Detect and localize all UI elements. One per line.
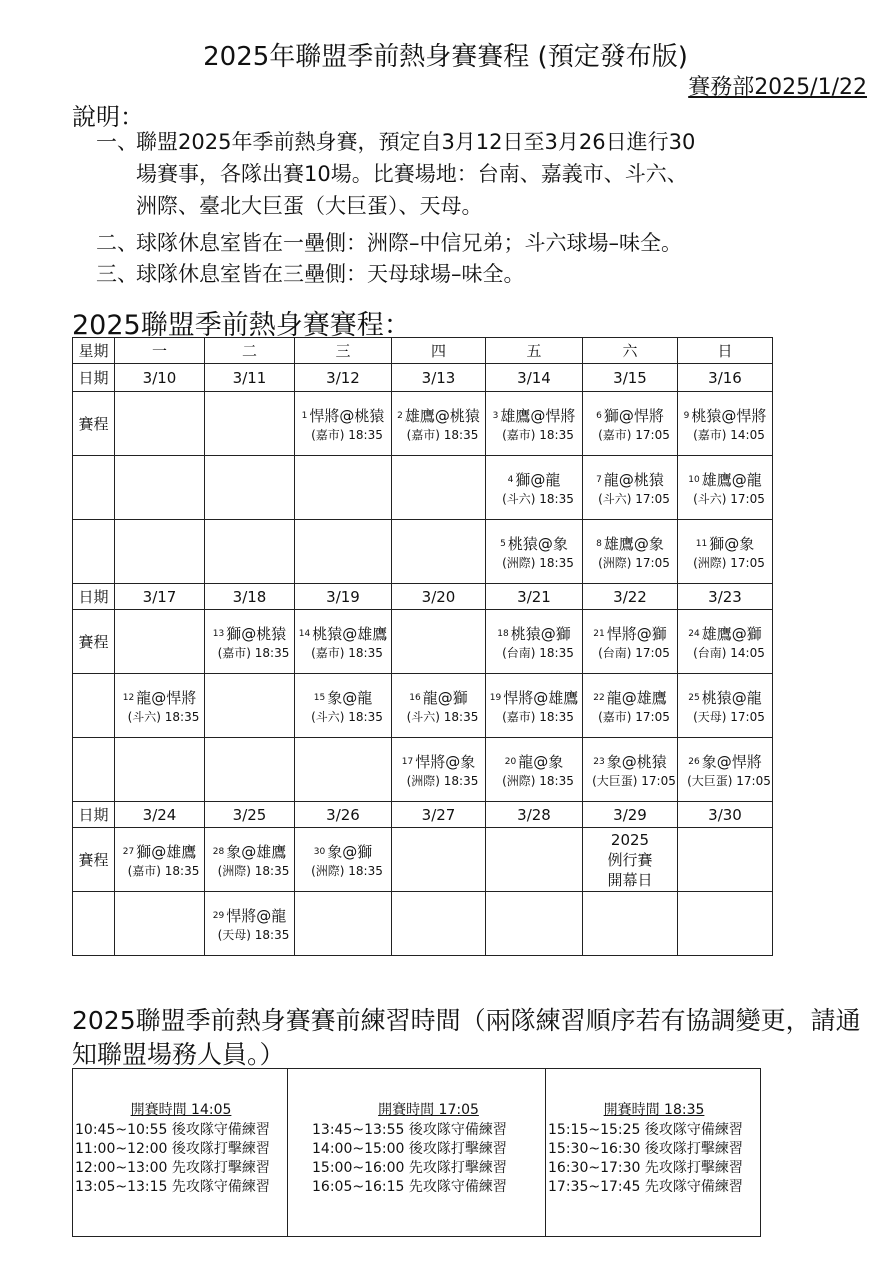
practice-time: 15:30~16:30 <box>548 1141 641 1157</box>
game-cell <box>583 520 678 584</box>
empty-cell <box>205 456 295 520</box>
practice-time: 13:45~13:55 <box>312 1122 405 1138</box>
game-venue-time: (洲際) 18:35 <box>502 773 574 788</box>
game-cell <box>392 738 486 802</box>
game-number: 15 <box>313 693 326 703</box>
date-cell: 3/14 <box>486 364 583 392</box>
date-label: 日期 <box>73 802 115 828</box>
empty-cell <box>115 738 205 802</box>
game-matchup: 悍將@雄鷹 <box>503 688 579 707</box>
games-row <box>73 828 773 892</box>
game-matchup: 龍@悍將 <box>136 688 197 707</box>
games-label-empty <box>73 456 115 520</box>
note-line <box>96 158 866 190</box>
games-row <box>73 892 773 956</box>
practice-line <box>312 1159 545 1178</box>
game-venue-time: (嘉市) 18:35 <box>127 863 200 878</box>
game-number: 30 <box>313 847 326 857</box>
empty-cell <box>583 892 678 956</box>
game-number: 28 <box>212 847 225 857</box>
practice-task: 先攻隊守備練習 <box>408 1179 507 1195</box>
note-marker: 一、 <box>96 130 138 154</box>
game-matchup: 悍將@桃猿 <box>309 406 385 425</box>
game-venue-time: (斗六) 18:35 <box>502 491 574 506</box>
weekday-cell: 五 <box>486 338 583 364</box>
empty-cell <box>205 392 295 456</box>
empty-cell <box>392 520 486 584</box>
practice-time: 16:30~17:30 <box>548 1160 641 1176</box>
games-row <box>73 674 773 738</box>
game-cell <box>392 674 486 738</box>
game-cell <box>486 520 583 584</box>
empty-cell <box>678 828 773 892</box>
date-cell: 3/25 <box>205 802 295 828</box>
game-number: 7 <box>596 475 602 485</box>
weekday-cell: 三 <box>295 338 392 364</box>
game-number: 22 <box>593 693 605 703</box>
empty-cell <box>678 892 773 956</box>
practice-task: 後攻隊打擊練習 <box>171 1141 270 1157</box>
game-number: 14 <box>298 629 311 639</box>
game-matchup: 象@獅 <box>327 842 373 861</box>
practice-task: 後攻隊打擊練習 <box>644 1141 743 1157</box>
weekday-cell: 一 <box>115 338 205 364</box>
game-number: 29 <box>212 911 225 921</box>
practice-heading: 2025聯盟季前熱身賽賽前練習時間（兩隊練習順序若有協調變更，請通知聯盟場務人員。） <box>72 1006 861 1069</box>
game-matchup: 獅@桃猿 <box>226 624 287 643</box>
game-venue-time: (洲際) 18:35 <box>217 863 290 878</box>
game-venue-time: (台南) 18:35 <box>502 645 574 660</box>
game-matchup: 獅@象 <box>709 534 755 553</box>
game-cell <box>486 610 583 674</box>
game-cell <box>486 392 583 456</box>
game-cell <box>295 610 392 674</box>
date-cell: 3/11 <box>205 364 295 392</box>
weekday-cell: 四 <box>392 338 486 364</box>
empty-cell <box>205 520 295 584</box>
game-venue-time: (嘉市) 14:05 <box>693 427 765 442</box>
date-cell: 3/20 <box>392 584 486 610</box>
note-item <box>96 227 866 259</box>
games-row <box>73 456 773 520</box>
game-cell <box>583 738 678 802</box>
game-venue-time: (斗六) 17:05 <box>598 491 670 506</box>
practice-time: 10:45~10:55 <box>75 1122 168 1138</box>
opening-day-line: 2025 <box>610 830 650 849</box>
game-venue-time: (嘉市) 18:35 <box>502 427 574 442</box>
practice-time: 13:05~13:15 <box>75 1179 168 1195</box>
practice-time: 11:00~12:00 <box>75 1141 168 1157</box>
games-label: 賽程 <box>73 828 115 892</box>
game-venue-time: (台南) 17:05 <box>598 645 670 660</box>
department-date: 賽務部2025/1/22 <box>688 75 867 100</box>
practice-task: 後攻隊守備練習 <box>408 1122 507 1138</box>
empty-cell <box>295 456 392 520</box>
game-venue-time: (洲際) 17:05 <box>693 555 765 570</box>
game-venue-time: (洲際) 18:35 <box>502 555 574 570</box>
game-matchup: 獅@龍 <box>515 470 561 489</box>
date-cell: 3/27 <box>392 802 486 828</box>
game-venue-time: (嘉市) 18:35 <box>406 427 479 442</box>
practice-task: 先攻隊打擊練習 <box>408 1160 507 1176</box>
practice-cell <box>546 1069 761 1237</box>
date-cell: 3/18 <box>205 584 295 610</box>
game-matchup: 桃猿@雄鷹 <box>312 624 388 643</box>
weekday-label: 星期 <box>73 338 115 364</box>
empty-cell <box>115 610 205 674</box>
date-cell: 3/16 <box>678 364 773 392</box>
game-matchup: 雄鷹@龍 <box>701 470 762 489</box>
game-number: 8 <box>596 539 602 549</box>
practice-time: 17:35~17:45 <box>548 1179 641 1195</box>
date-row <box>73 364 773 392</box>
game-number: 20 <box>504 757 517 767</box>
game-venue-time: (天母) 17:05 <box>693 709 765 724</box>
practice-task: 後攻隊守備練習 <box>171 1122 270 1138</box>
note-text: 球隊休息室皆在三壘側：天母球場–味全。 <box>136 262 525 286</box>
game-venue-time: (台南) 14:05 <box>693 645 765 660</box>
date-cell: 3/17 <box>115 584 205 610</box>
game-cell <box>295 392 392 456</box>
date-cell: 3/22 <box>583 584 678 610</box>
game-cell <box>583 456 678 520</box>
practice-row <box>73 1069 761 1237</box>
opening-day-cell <box>583 828 678 892</box>
game-matchup: 雄鷹@桃猿 <box>404 406 480 425</box>
practice-cell <box>73 1069 288 1237</box>
practice-task: 後攻隊打擊練習 <box>408 1141 507 1157</box>
game-matchup: 桃猿@象 <box>507 534 568 553</box>
game-number: 11 <box>695 539 708 549</box>
game-number: 21 <box>593 629 605 639</box>
date-cell: 3/21 <box>486 584 583 610</box>
game-cell <box>583 610 678 674</box>
date-cell: 3/19 <box>295 584 392 610</box>
note-line <box>96 258 866 290</box>
game-venue-time: (斗六) 18:35 <box>406 709 479 724</box>
game-matchup: 龍@象 <box>518 752 564 771</box>
game-matchup: 象@桃猿 <box>606 752 667 771</box>
note-text: 球隊休息室皆在一壘側：洲際–中信兄弟；斗六球場–味全。 <box>136 231 682 255</box>
game-venue-time: (天母) 18:35 <box>217 927 290 942</box>
game-cell <box>392 392 486 456</box>
games-row <box>73 520 773 584</box>
opening-day-line: 開幕日 <box>607 870 653 889</box>
note-line <box>96 227 866 259</box>
game-matchup: 龍@桃猿 <box>603 470 664 489</box>
practice-cell <box>288 1069 546 1237</box>
note-text: 聯盟2025年季前熱身賽，預定自3月12日至3月26日進行30 <box>136 130 696 154</box>
game-number: 18 <box>497 629 509 639</box>
game-matchup: 雄鷹@獅 <box>701 624 762 643</box>
game-cell <box>295 828 392 892</box>
game-number: 27 <box>122 847 135 857</box>
date-cell: 3/29 <box>583 802 678 828</box>
date-cell: 3/13 <box>392 364 486 392</box>
game-number: 23 <box>593 757 605 767</box>
game-matchup: 獅@雄鷹 <box>136 842 197 861</box>
practice-line <box>312 1121 545 1140</box>
empty-cell <box>205 738 295 802</box>
date-cell: 3/28 <box>486 802 583 828</box>
practice-start-time: 開賽時間 14:05 <box>130 1102 232 1118</box>
game-matchup: 龍@獅 <box>422 688 468 707</box>
game-matchup: 龍@雄鷹 <box>606 688 667 707</box>
game-cell <box>486 456 583 520</box>
game-venue-time: (嘉市) 17:05 <box>598 427 670 442</box>
note-marker: 二、 <box>96 231 138 255</box>
game-matchup: 象@雄鷹 <box>226 842 287 861</box>
schedule-heading: 2025聯盟季前熱身賽賽程： <box>72 310 411 341</box>
weekday-cell: 六 <box>583 338 678 364</box>
practice-task: 先攻隊打擊練習 <box>171 1160 270 1176</box>
empty-cell <box>295 892 392 956</box>
game-venue-time: (大巨蛋) 17:05 <box>687 773 771 788</box>
games-label: 賽程 <box>73 392 115 456</box>
game-number: 5 <box>500 539 506 549</box>
practice-line <box>548 1178 760 1197</box>
game-number: 10 <box>688 475 700 485</box>
game-matchup: 雄鷹@象 <box>603 534 664 553</box>
game-matchup: 悍將@獅 <box>606 624 667 643</box>
practice-line <box>75 1178 287 1197</box>
weekday-cell: 二 <box>205 338 295 364</box>
empty-cell <box>205 674 295 738</box>
game-venue-time: (大巨蛋) 17:05 <box>592 773 676 788</box>
game-venue-time: (嘉市) 18:35 <box>502 709 574 724</box>
game-matchup: 獅@悍將 <box>603 406 664 425</box>
empty-cell <box>392 892 486 956</box>
game-number: 1 <box>301 411 308 421</box>
note-line <box>96 190 866 222</box>
game-matchup: 象@龍 <box>327 688 373 707</box>
game-number: 4 <box>507 475 514 485</box>
games-row <box>73 610 773 674</box>
practice-line <box>312 1178 545 1197</box>
game-cell <box>486 674 583 738</box>
game-number: 3 <box>492 411 499 421</box>
game-venue-time: (洲際) 18:35 <box>406 773 479 788</box>
practice-start-time: 開賽時間 17:05 <box>378 1102 479 1118</box>
empty-cell <box>486 892 583 956</box>
opening-day-line: 例行賽 <box>607 850 653 869</box>
date-cell: 3/10 <box>115 364 205 392</box>
games-label-empty <box>73 520 115 584</box>
notes-heading: 說明： <box>72 103 144 131</box>
game-matchup: 桃猿@龍 <box>701 688 762 707</box>
practice-table <box>72 1068 761 1237</box>
practice-line <box>548 1121 760 1140</box>
empty-cell <box>115 892 205 956</box>
practice-time: 15:00~16:00 <box>312 1160 405 1176</box>
date-cell: 3/24 <box>115 802 205 828</box>
game-cell <box>115 674 205 738</box>
practice-line <box>312 1140 545 1159</box>
game-cell <box>295 674 392 738</box>
date-cell: 3/26 <box>295 802 392 828</box>
game-cell <box>678 738 773 802</box>
practice-time: 15:15~15:25 <box>548 1122 641 1138</box>
game-number: 9 <box>683 411 690 421</box>
game-cell <box>678 456 773 520</box>
date-row <box>73 802 773 828</box>
game-venue-time: (洲際) 17:05 <box>598 555 670 570</box>
weekday-row <box>73 338 773 364</box>
note-line <box>96 126 866 158</box>
empty-cell <box>115 392 205 456</box>
empty-cell <box>392 828 486 892</box>
game-venue-time: (嘉市) 18:35 <box>311 427 383 442</box>
note-item <box>96 258 866 290</box>
game-number: 19 <box>489 693 502 703</box>
practice-time: 16:05~16:15 <box>312 1179 405 1195</box>
date-cell: 3/12 <box>295 364 392 392</box>
empty-cell <box>392 456 486 520</box>
game-number: 24 <box>688 629 700 639</box>
practice-line <box>75 1121 287 1140</box>
practice-task: 先攻隊守備練習 <box>644 1179 743 1195</box>
empty-cell <box>392 610 486 674</box>
game-cell <box>115 828 205 892</box>
game-cell <box>205 828 295 892</box>
practice-task: 先攻隊打擊練習 <box>644 1160 743 1176</box>
games-row <box>73 738 773 802</box>
date-cell: 3/23 <box>678 584 773 610</box>
date-cell: 3/15 <box>583 364 678 392</box>
game-matchup: 象@悍將 <box>701 752 762 771</box>
games-row <box>73 392 773 456</box>
note-text: 洲際、臺北大巨蛋（大巨蛋）、天母。 <box>136 194 483 218</box>
game-matchup: 悍將@龍 <box>226 906 287 925</box>
empty-cell <box>115 456 205 520</box>
empty-cell <box>295 738 392 802</box>
practice-line <box>75 1140 287 1159</box>
date-row <box>73 584 773 610</box>
schedule-table <box>72 337 773 956</box>
game-number: 12 <box>122 693 135 703</box>
game-cell <box>678 392 773 456</box>
game-matchup: 桃猿@獅 <box>510 624 571 643</box>
practice-time: 12:00~13:00 <box>75 1160 168 1176</box>
note-text: 場賽事，各隊出賽10場。比賽場地：台南、嘉義市、斗六、 <box>136 162 688 186</box>
game-cell <box>583 674 678 738</box>
games-label-empty <box>73 892 115 956</box>
game-matchup: 悍將@象 <box>415 752 476 771</box>
practice-start-time: 開賽時間 18:35 <box>603 1102 705 1118</box>
game-number: 26 <box>688 757 700 767</box>
game-venue-time: (嘉市) 18:35 <box>217 645 290 660</box>
empty-cell <box>486 828 583 892</box>
game-cell <box>205 610 295 674</box>
games-label: 賽程 <box>73 610 115 674</box>
game-number: 25 <box>688 693 700 703</box>
empty-cell <box>295 520 392 584</box>
practice-task: 先攻隊守備練習 <box>171 1179 270 1195</box>
game-cell <box>205 892 295 956</box>
game-number: 17 <box>401 757 414 767</box>
game-matchup: 桃猿@悍將 <box>691 406 767 425</box>
game-venue-time: (斗六) 17:05 <box>693 491 765 506</box>
practice-line <box>548 1159 760 1178</box>
game-venue-time: (斗六) 18:35 <box>311 709 383 724</box>
date-label: 日期 <box>73 364 115 392</box>
game-cell <box>583 392 678 456</box>
game-cell <box>678 610 773 674</box>
game-matchup: 雄鷹@悍將 <box>500 406 576 425</box>
game-cell <box>486 738 583 802</box>
game-venue-time: (斗六) 18:35 <box>127 709 200 724</box>
games-label-empty <box>73 738 115 802</box>
game-number: 2 <box>397 411 403 421</box>
practice-line <box>548 1140 760 1159</box>
game-cell <box>678 674 773 738</box>
note-item <box>96 126 866 222</box>
page-title: 2025年聯盟季前熱身賽賽程 (預定發布版) <box>203 42 688 72</box>
game-number: 6 <box>596 411 602 421</box>
games-label-empty <box>73 674 115 738</box>
game-number: 13 <box>212 629 225 639</box>
date-label: 日期 <box>73 584 115 610</box>
game-cell <box>678 520 773 584</box>
game-number: 16 <box>409 693 421 703</box>
note-marker: 三、 <box>96 262 138 286</box>
practice-line <box>75 1159 287 1178</box>
weekday-cell: 日 <box>678 338 773 364</box>
game-venue-time: (洲際) 18:35 <box>311 863 383 878</box>
empty-cell <box>115 520 205 584</box>
date-cell: 3/30 <box>678 802 773 828</box>
game-venue-time: (嘉市) 17:05 <box>598 709 670 724</box>
game-venue-time: (嘉市) 18:35 <box>311 645 383 660</box>
practice-task: 後攻隊守備練習 <box>644 1122 743 1138</box>
practice-time: 14:00~15:00 <box>312 1141 405 1157</box>
